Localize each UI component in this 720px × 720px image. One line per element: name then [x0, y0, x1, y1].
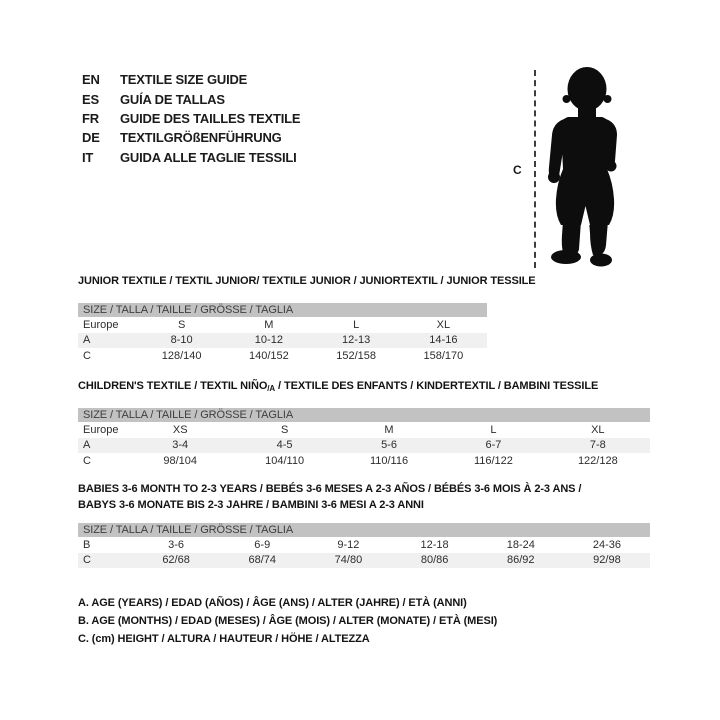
- size-cell: M: [264, 318, 274, 331]
- language-label: GUÍA DE TALLAS: [120, 91, 225, 107]
- table-row: [78, 348, 487, 364]
- table-row: [78, 317, 487, 333]
- babies-table: [78, 523, 650, 568]
- babies-table-title-line2: BABYS 3-6 MONATE BIS 2-3 JAHRE / BAMBINI 3-6 MESI A 2-3 ANNI: [78, 499, 424, 511]
- height-cell: 62/68: [162, 554, 190, 567]
- size-cell: S: [177, 318, 186, 331]
- size-cell: XL: [591, 423, 605, 436]
- row-label: B: [83, 538, 91, 551]
- height-cell: 122/128: [577, 454, 618, 467]
- language-code: FR: [82, 110, 99, 126]
- children-title-subscript: /A: [267, 384, 276, 393]
- language-code: DE: [82, 130, 100, 146]
- age-cell: 14-16: [429, 334, 458, 347]
- row-label: Europe: [83, 423, 119, 436]
- table-row: [78, 553, 650, 569]
- age-cell: 3-6: [168, 538, 185, 551]
- age-cell: 12-13: [342, 334, 371, 347]
- language-row-fr: [82, 109, 300, 128]
- age-cell: 24-36: [592, 538, 622, 551]
- size-cell: S: [280, 423, 289, 436]
- height-cell: 86/92: [507, 554, 535, 567]
- language-label: TEXTILE SIZE GUIDE: [120, 72, 248, 88]
- age-cell: 9-12: [337, 538, 360, 551]
- height-measure-label: C: [513, 163, 522, 177]
- children-size-header-bar: SIZE / TALLA / TAILLE / GRÖSSE / TAGLIA: [78, 408, 650, 422]
- age-cell: 3-4: [172, 439, 189, 452]
- row-label: A: [83, 334, 91, 347]
- table-row: [78, 453, 650, 469]
- height-cell: 152/158: [336, 349, 376, 362]
- height-cell: 140/152: [248, 349, 289, 362]
- language-code: ES: [82, 91, 99, 107]
- toddler-silhouette-icon: [540, 63, 630, 269]
- size-cell: XS: [172, 423, 188, 436]
- note-age-years: A. AGE (YEARS) / EDAD (AÑOS) / ÂGE (ANS) / ALTER (JAHRE) / ETÀ (ANNI): [78, 597, 467, 609]
- height-measure-dashed-line: [534, 70, 536, 268]
- children-title-part: CHILDREN'S TEXTILE / TEXTIL NIÑO: [78, 380, 268, 392]
- size-cell: XL: [436, 318, 451, 331]
- age-cell: 5-6: [381, 439, 397, 452]
- height-cell: 158/170: [423, 349, 464, 362]
- children-table: [78, 408, 650, 469]
- size-cell: L: [490, 423, 497, 436]
- age-cell: 6-7: [485, 439, 502, 452]
- children-title-part: / TEXTILE DES ENFANTS / KINDERTEXTIL / BAMBINI TESSILE: [275, 380, 599, 392]
- size-cell: M: [384, 423, 394, 436]
- children-table-title: [78, 380, 598, 393]
- height-cell: 74/80: [334, 554, 363, 567]
- language-label: GUIDA ALLE TAGLIE TESSILI: [120, 149, 297, 165]
- height-cell: 104/110: [265, 454, 305, 467]
- language-code: EN: [82, 72, 100, 88]
- junior-table: [78, 303, 487, 364]
- height-cell: 80/86: [420, 554, 449, 567]
- age-cell: 6-9: [254, 538, 271, 551]
- table-row: [78, 333, 487, 349]
- row-label: C: [83, 554, 91, 567]
- table-row: [78, 422, 650, 438]
- row-label: C: [83, 454, 91, 467]
- language-row-en: [82, 70, 300, 89]
- language-code: IT: [82, 149, 94, 165]
- language-row-es: [82, 89, 300, 108]
- language-list: [82, 70, 300, 167]
- table-row: [78, 438, 650, 454]
- junior-table-title: JUNIOR TEXTILE / TEXTIL JUNIOR/ TEXTILE JUNIOR / JUNIORTEXTIL / JUNIOR TESSILE: [78, 275, 536, 287]
- language-label: TEXTILGRÖßENFÜHRUNG: [120, 130, 282, 146]
- legend-notes: [78, 597, 497, 652]
- age-cell: 8-10: [170, 334, 193, 347]
- age-cell: 10-12: [254, 334, 283, 347]
- size-cell: L: [353, 318, 360, 331]
- babies-size-header-bar: SIZE / TALLA / TAILLE / GRÖSSE / TAGLIA: [78, 523, 650, 537]
- height-cell: 98/104: [163, 454, 198, 467]
- height-cell: 68/74: [248, 554, 277, 567]
- height-cell: 110/116: [369, 454, 409, 467]
- row-label: C: [83, 349, 91, 362]
- height-cell: 116/122: [473, 454, 513, 467]
- age-cell: 18-24: [506, 538, 535, 551]
- age-cell: 4-5: [276, 439, 293, 452]
- row-label: A: [83, 439, 91, 452]
- note-height-cm: C. (cm) HEIGHT / ALTURA / HAUTEUR / HÖHE / ALTEZZA: [78, 633, 370, 646]
- height-cell: 128/140: [161, 349, 202, 362]
- age-cell: 7-8: [589, 439, 606, 452]
- junior-size-header-bar: SIZE / TALLA / TAILLE / GRÖSSE / TAGLIA: [78, 303, 487, 317]
- language-row-it: [82, 148, 300, 167]
- note-age-months: B. AGE (MONTHS) / EDAD (MESES) / ÂGE (MOIS) / ALTER (MONATE) / ETÀ (MESI): [78, 615, 498, 628]
- height-cell: 92/98: [593, 554, 621, 567]
- row-label: Europe: [83, 318, 119, 331]
- age-cell: 12-18: [420, 538, 449, 551]
- language-row-de: [82, 128, 300, 147]
- language-label: GUIDE DES TAILLES TEXTILE: [120, 110, 301, 126]
- table-row: [78, 537, 650, 553]
- babies-table-title-line1: BABIES 3-6 MONTH TO 2-3 YEARS / BEBÉS 3-6 MESES A 2-3 AÑOS / BÉBÉS 3-6 MOIS À 2-3 ANS /: [78, 483, 582, 495]
